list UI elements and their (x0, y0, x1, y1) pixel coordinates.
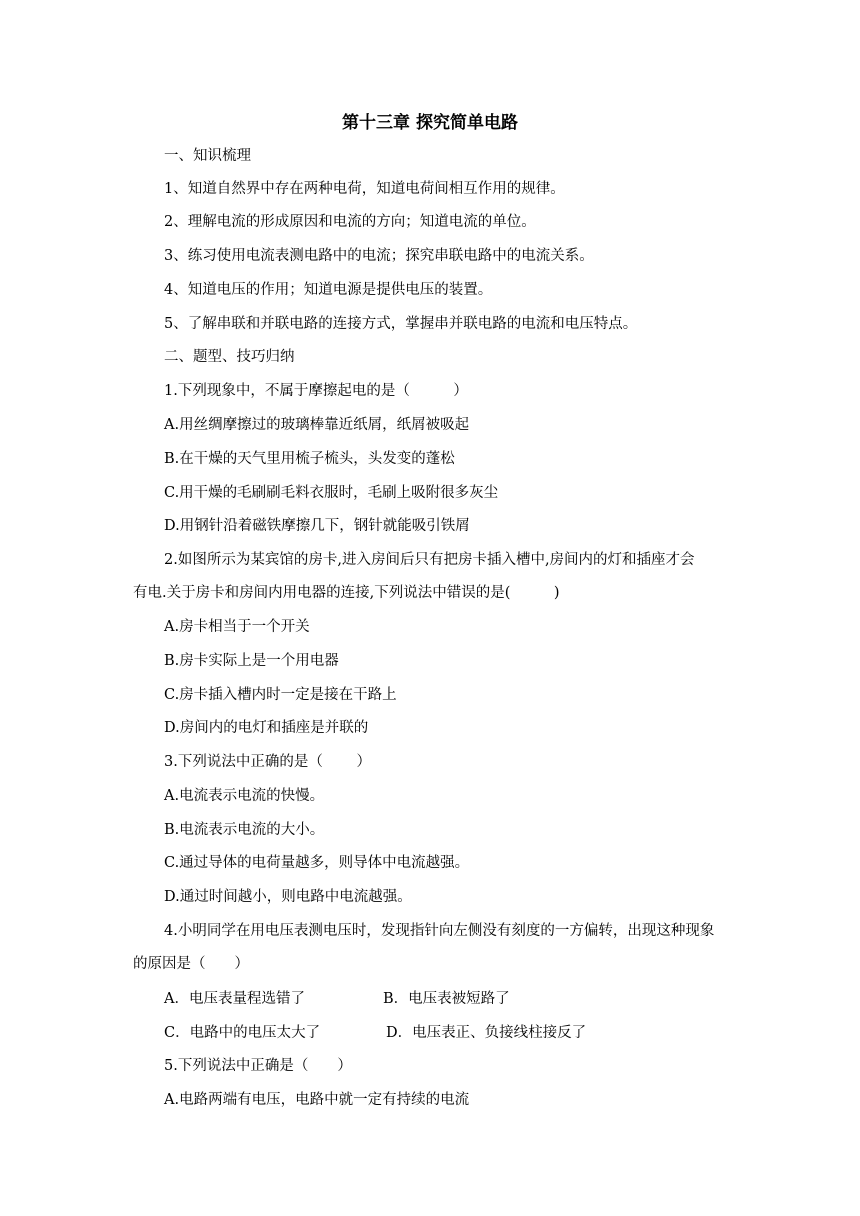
question-option: A.电流表示电流的快慢。 (164, 788, 325, 804)
question-option: A．电压表量程选错了 (164, 991, 305, 1007)
question-option: A.用丝绸摩擦过的玻璃棒靠近纸屑，纸屑被吸起 (164, 417, 470, 433)
question-option: D.用钢针沿着磁铁摩擦几下，钢针就能吸引铁屑 (164, 518, 470, 534)
question-option: A.房卡相当于一个开关 (164, 619, 310, 635)
question-option: B.电流表示电流的大小。 (164, 822, 325, 838)
question-option: A.电路两端有电压，电路中就一定有持续的电流 (164, 1092, 470, 1108)
question-stem: 4.小明同学在用电压表测电压时，发现指针向左侧没有刻度的一方偏转，出现这种现象 (164, 923, 715, 939)
question-stem-continued: 的原因是（ ） (133, 956, 249, 972)
document-title: 第十三章 探究简单电路 (342, 113, 518, 133)
question-option: D．电压表正、负接线柱接反了 (386, 1025, 587, 1041)
knowledge-point: 3、练习使用电流表测电路中的电流；探究串联电路中的电流关系。 (164, 248, 594, 264)
question-option: C.房卡插入槽内时一定是接在干路上 (164, 687, 397, 703)
question-option: D.通过时间越小，则电路中电流越强。 (164, 889, 412, 905)
section-heading-questions: 二、题型、技巧归纳 (164, 349, 295, 365)
question-option: B.在干燥的天气里用梳子梳头，头发变的蓬松 (164, 451, 455, 467)
question-stem: 3.下列说法中正确的是（ ） (164, 754, 371, 770)
question-option: C.用干燥的毛刷刷毛料衣服时，毛刷上吸附很多灰尘 (164, 485, 499, 501)
knowledge-point: 2、理解电流的形成原因和电流的方向；知道电流的单位。 (164, 214, 536, 230)
section-heading-knowledge: 一、知识梳理 (164, 148, 251, 164)
knowledge-point: 1、知道自然界中存在两种电荷，知道电荷间相互作用的规律。 (164, 181, 565, 197)
question-option: C.通过导体的电荷量越多，则导体中电流越强。 (164, 855, 470, 871)
question-stem: 5.下列说法中正确是（ ） (164, 1058, 352, 1074)
knowledge-point: 4、知道电压的作用；知道电源是提供电压的装置。 (164, 282, 493, 298)
question-option: D.房间内的电灯和插座是并联的 (164, 720, 369, 736)
question-option: B.房卡实际上是一个用电器 (164, 653, 339, 669)
question-stem: 1.下列现象中，不属于摩擦起电的是（ ） (164, 383, 468, 399)
knowledge-point: 5、了解串联和并联电路的连接方式，掌握串并联电路的电流和电压特点。 (164, 316, 638, 332)
question-option: C．电路中的电压太大了 (164, 1025, 321, 1041)
question-stem: 2.如图所示为某宾馆的房卡,进入房间后只有把房卡插入槽中,房间内的灯和插座才会 (164, 552, 695, 568)
question-option: B．电压表被短路了 (383, 991, 510, 1007)
question-stem-continued: 有电.关于房卡和房间内用电器的连接,下列说法中错误的是( ) (133, 585, 560, 601)
